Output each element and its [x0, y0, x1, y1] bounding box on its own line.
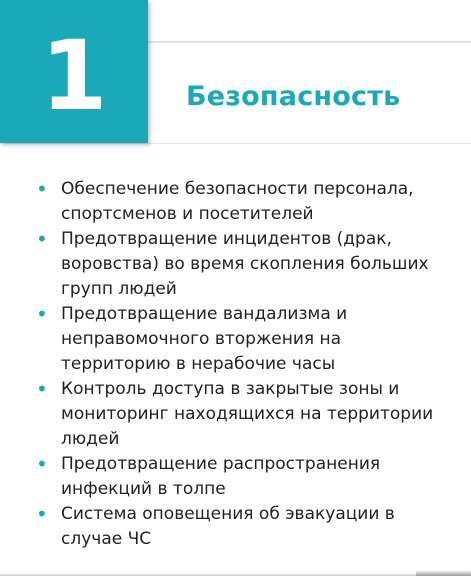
list-item-text: Предотвращение вандализма и неправомочного вторжения на территорию в нерабочие часы	[61, 304, 348, 374]
list-item	[36, 377, 446, 452]
list-item	[36, 502, 446, 552]
bullet-dot-icon: •	[36, 502, 48, 526]
list-item	[36, 177, 446, 227]
bullet-dot-icon: •	[36, 377, 48, 401]
list-item-text: Предотвращение инцидентов (драк, воровства) во время скопления больших групп людей	[61, 229, 429, 299]
bullet-dot-icon: •	[36, 302, 48, 326]
list-item-text: Система оповещения об эвакуации в случае ЧС	[61, 504, 395, 549]
bullet-dot-icon: •	[36, 452, 48, 476]
list-item-text: Контроль доступа в закрытые зоны и мониторинг находящихся на территории людей	[61, 379, 434, 449]
list-item	[36, 227, 446, 302]
list-item-text: Обеспечение безопасности персонала, спортсменов и посетителей	[61, 179, 414, 224]
number-badge	[0, 0, 148, 143]
bullet-list	[36, 177, 446, 552]
section-number: 1	[40, 19, 108, 132]
list-item-text: Предотвращение распространения инфекций в толпе	[61, 454, 381, 499]
bullet-dot-icon: •	[36, 227, 48, 251]
list-item	[36, 452, 446, 502]
bullet-dot-icon: •	[36, 177, 48, 201]
section-title: Безопасность	[186, 81, 401, 112]
list-item	[36, 302, 446, 377]
bottom-corner-shadow	[416, 570, 471, 576]
